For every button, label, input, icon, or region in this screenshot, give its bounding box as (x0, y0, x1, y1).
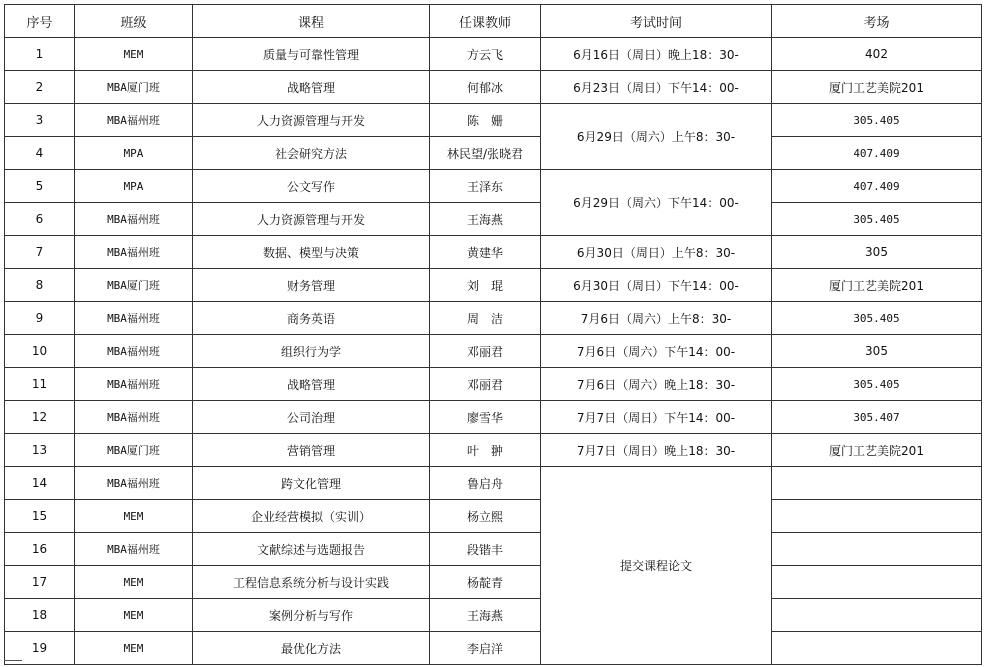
cell-course: 工程信息系统分析与设计实践 (193, 566, 430, 599)
cell-index: 5 (5, 170, 75, 203)
cell-teacher: 李启洋 (430, 632, 541, 665)
cell-exam-room: 305 (772, 236, 982, 269)
cell-class: MEM (75, 566, 193, 599)
cell-exam-room: 305.405 (772, 302, 982, 335)
cell-index: 8 (5, 269, 75, 302)
exam-schedule-table (4, 4, 982, 665)
table-row (5, 368, 982, 401)
table-row (5, 599, 982, 632)
cell-exam-time: 7月6日（周六）下午14：00- (541, 335, 772, 368)
header-teacher: 任课教师 (430, 5, 541, 38)
header-exam-time: 考试时间 (541, 5, 772, 38)
cell-index: 3 (5, 104, 75, 137)
cell-index: 17 (5, 566, 75, 599)
cell-class: MBA福州班 (75, 467, 193, 500)
cell-course: 跨文化管理 (193, 467, 430, 500)
cell-exam-room (772, 500, 982, 533)
table-row (5, 434, 982, 467)
cell-class: MEM (75, 38, 193, 71)
cell-exam-room: 402 (772, 38, 982, 71)
table-row (5, 401, 982, 434)
cell-class: MBA厦门班 (75, 269, 193, 302)
cell-exam-time: 6月30日（周日）下午14：00- (541, 269, 772, 302)
cell-exam-room (772, 467, 982, 500)
cell-exam-room: 厦门工艺美院201 (772, 434, 982, 467)
cell-exam-time: 7月7日（周日）晚上18：30- (541, 434, 772, 467)
cell-index: 10 (5, 335, 75, 368)
cell-course: 最优化方法 (193, 632, 430, 665)
cell-teacher: 段锴丰 (430, 533, 541, 566)
cell-class: MBA福州班 (75, 236, 193, 269)
cell-class: MEM (75, 632, 193, 665)
table-row (5, 335, 982, 368)
table-row (5, 269, 982, 302)
cell-course: 文献综述与选题报告 (193, 533, 430, 566)
header-exam-room: 考场 (772, 5, 982, 38)
cell-class: MBA福州班 (75, 104, 193, 137)
cell-index: 2 (5, 71, 75, 104)
cell-exam-room: 407.409 (772, 137, 982, 170)
cell-teacher: 方云飞 (430, 38, 541, 71)
cell-index: 13 (5, 434, 75, 467)
cell-course: 战略管理 (193, 71, 430, 104)
cell-course: 质量与可靠性管理 (193, 38, 430, 71)
cell-course: 营销管理 (193, 434, 430, 467)
table-row (5, 203, 982, 236)
cell-class: MEM (75, 500, 193, 533)
cell-exam-time: 6月16日（周日）晚上18：30- (541, 38, 772, 71)
cell-index: 14 (5, 467, 75, 500)
cell-exam-room: 305.405 (772, 104, 982, 137)
table-row (5, 632, 982, 665)
cell-exam-time: 7月6日（周六）上午8：30- (541, 302, 772, 335)
cell-exam-room: 厦门工艺美院201 (772, 269, 982, 302)
cell-course: 战略管理 (193, 368, 430, 401)
cell-index: 7 (5, 236, 75, 269)
cell-index: 15 (5, 500, 75, 533)
table-row (5, 533, 982, 566)
cell-course: 数据、模型与决策 (193, 236, 430, 269)
cell-exam-time: 7月7日（周日）下午14：00- (541, 401, 772, 434)
cell-exam-time: 6月30日（周日）上午8：30- (541, 236, 772, 269)
cell-class: MBA福州班 (75, 203, 193, 236)
cell-exam-time: 6月23日（周日）下午14：00- (541, 71, 772, 104)
cell-index: 18 (5, 599, 75, 632)
table-row (5, 302, 982, 335)
cell-index: 12 (5, 401, 75, 434)
cell-class: MBA厦门班 (75, 434, 193, 467)
cell-teacher: 杨立熙 (430, 500, 541, 533)
cell-course: 企业经营模拟（实训） (193, 500, 430, 533)
cell-teacher: 黄建华 (430, 236, 541, 269)
cell-teacher: 叶 翀 (430, 434, 541, 467)
cell-teacher: 刘 琨 (430, 269, 541, 302)
cell-teacher: 王海燕 (430, 599, 541, 632)
cell-class: MBA厦门班 (75, 71, 193, 104)
header-class: 班级 (75, 5, 193, 38)
table-row (5, 170, 982, 203)
table-row (5, 500, 982, 533)
sheet-edge-mark (4, 660, 22, 662)
cell-class: MBA福州班 (75, 302, 193, 335)
cell-exam-room: 厦门工艺美院201 (772, 71, 982, 104)
cell-exam-room (772, 566, 982, 599)
table-row (5, 104, 982, 137)
cell-index: 16 (5, 533, 75, 566)
table-row (5, 467, 982, 500)
cell-index: 6 (5, 203, 75, 236)
cell-index: 9 (5, 302, 75, 335)
cell-teacher: 何郁冰 (430, 71, 541, 104)
cell-teacher: 王泽东 (430, 170, 541, 203)
cell-teacher: 林民望/张晓君 (430, 137, 541, 170)
cell-exam-room (772, 533, 982, 566)
header-row (5, 5, 982, 38)
cell-teacher: 邓丽君 (430, 335, 541, 368)
table-row (5, 71, 982, 104)
cell-course: 组织行为学 (193, 335, 430, 368)
cell-class: MBA福州班 (75, 335, 193, 368)
cell-class: MBA福州班 (75, 533, 193, 566)
cell-class: MBA福州班 (75, 401, 193, 434)
cell-exam-time: 6月29日（周六）上午8：30- (541, 104, 772, 170)
header-course: 课程 (193, 5, 430, 38)
cell-exam-room (772, 599, 982, 632)
header-index: 序号 (5, 5, 75, 38)
cell-course: 公司治理 (193, 401, 430, 434)
cell-index: 11 (5, 368, 75, 401)
cell-course: 公文写作 (193, 170, 430, 203)
cell-exam-room: 407.409 (772, 170, 982, 203)
cell-exam-time-paper: 提交课程论文 (541, 467, 772, 665)
cell-exam-time: 7月6日（周六）晚上18：30- (541, 368, 772, 401)
cell-teacher: 杨靛青 (430, 566, 541, 599)
table-row (5, 38, 982, 71)
cell-exam-room: 305.407 (772, 401, 982, 434)
cell-teacher: 邓丽君 (430, 368, 541, 401)
cell-index: 4 (5, 137, 75, 170)
cell-exam-room (772, 632, 982, 665)
cell-exam-room: 305.405 (772, 368, 982, 401)
cell-exam-time: 6月29日（周六）下午14：00- (541, 170, 772, 236)
cell-class: MEM (75, 599, 193, 632)
cell-course: 商务英语 (193, 302, 430, 335)
cell-course: 人力资源管理与开发 (193, 104, 430, 137)
cell-index: 1 (5, 38, 75, 71)
cell-teacher: 周 洁 (430, 302, 541, 335)
cell-teacher: 王海燕 (430, 203, 541, 236)
cell-teacher: 廖雪华 (430, 401, 541, 434)
cell-exam-room: 305 (772, 335, 982, 368)
cell-class: MPA (75, 170, 193, 203)
cell-class: MPA (75, 137, 193, 170)
table-row (5, 236, 982, 269)
cell-course: 人力资源管理与开发 (193, 203, 430, 236)
cell-teacher: 陈 姗 (430, 104, 541, 137)
table-row (5, 566, 982, 599)
cell-index: 19 (5, 632, 75, 665)
cell-teacher: 鲁启舟 (430, 467, 541, 500)
cell-course: 社会研究方法 (193, 137, 430, 170)
cell-course: 案例分析与写作 (193, 599, 430, 632)
cell-exam-room: 305.405 (772, 203, 982, 236)
cell-course: 财务管理 (193, 269, 430, 302)
table-row (5, 137, 982, 170)
cell-class: MBA福州班 (75, 368, 193, 401)
